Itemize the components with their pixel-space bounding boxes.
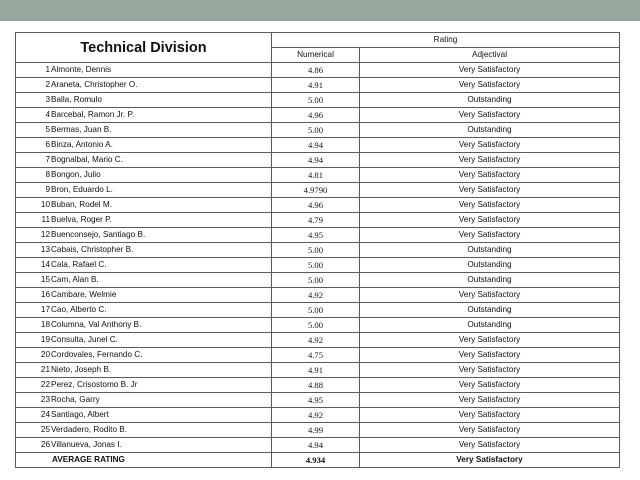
employee-cell [16,213,272,228]
employee-name: Cabais, Christopher B. [51,245,134,254]
row-number: 14 [40,260,50,269]
adjectival-rating: Very Satisfactory [360,78,620,93]
table-row [16,258,620,273]
numerical-rating: 5.00 [272,258,360,273]
row-number: 23 [40,395,50,404]
employee-cell [16,288,272,303]
numerical-rating: 5.00 [272,243,360,258]
employee-cell [16,363,272,378]
employee-name: Bognalbal, Mario C. [51,155,123,164]
row-number: 6 [45,140,50,149]
numerical-rating: 4.94 [272,438,360,453]
adjectival-rating: Very Satisfactory [360,63,620,78]
numerical-rating: 4.96 [272,198,360,213]
numerical-header: Numerical [272,48,360,63]
adjectival-header: Adjectival [360,48,620,63]
table-row [16,63,620,78]
table-row [16,243,620,258]
adjectival-rating: Very Satisfactory [360,138,620,153]
adjectival-rating: Very Satisfactory [360,333,620,348]
employee-cell [16,153,272,168]
row-number: 26 [40,440,50,449]
row-number: 18 [40,320,50,329]
numerical-rating: 4.94 [272,138,360,153]
employee-cell [16,423,272,438]
average-row [16,453,620,468]
employee-name: Cao, Alberto C. [51,305,107,314]
employee-name: Cambare, Welmie [51,290,117,299]
employee-name: Buelva, Roger P. [51,215,112,224]
adjectival-rating: Very Satisfactory [360,228,620,243]
row-number: 4 [45,110,50,119]
numerical-rating: 5.00 [272,123,360,138]
table-row [16,78,620,93]
employee-cell [16,228,272,243]
employee-cell [16,333,272,348]
employee-name: Consulta, Junel C. [51,335,118,344]
table-row [16,378,620,393]
adjectival-rating: Outstanding [360,273,620,288]
numerical-rating: 4.95 [272,393,360,408]
adjectival-rating: Very Satisfactory [360,183,620,198]
adjectival-rating: Outstanding [360,243,620,258]
table-row [16,198,620,213]
employee-cell [16,303,272,318]
numerical-rating: 4.9790 [272,183,360,198]
employee-name: Nieto, Joseph B. [51,365,112,374]
row-number: 10 [40,200,50,209]
employee-cell [16,138,272,153]
numerical-rating: 4.91 [272,363,360,378]
table-row [16,138,620,153]
table-row [16,288,620,303]
employee-cell [16,198,272,213]
employee-cell [16,393,272,408]
adjectival-rating: Very Satisfactory [360,348,620,363]
adjectival-rating: Outstanding [360,123,620,138]
row-number: 9 [45,185,50,194]
employee-cell [16,408,272,423]
numerical-rating: 4.75 [272,348,360,363]
numerical-rating: 5.00 [272,303,360,318]
employee-name: Barcebal, Ramon Jr. P. [51,110,135,119]
row-number: 20 [40,350,50,359]
adjectival-rating: Outstanding [360,303,620,318]
employee-name: Perez, Crisostomo B. Jr [51,380,138,389]
employee-name: Bongon, Julio [51,170,101,179]
row-number: 25 [40,425,50,434]
employee-cell [16,438,272,453]
table-row [16,168,620,183]
employee-cell [16,93,272,108]
table-body [16,63,620,468]
table-row [16,303,620,318]
row-number: 22 [40,380,50,389]
employee-name: Santiago, Albert [51,410,109,419]
employee-name: Araneta, Christopher O. [51,80,138,89]
adjectival-rating: Very Satisfactory [360,393,620,408]
adjectival-rating: Very Satisfactory [360,423,620,438]
employee-name: Buenconsejo, Santiago B. [51,230,146,239]
row-number: 17 [40,305,50,314]
row-number: 8 [45,170,50,179]
row-number: 16 [40,290,50,299]
employee-cell [16,243,272,258]
employee-cell [16,123,272,138]
numerical-rating: 4.92 [272,333,360,348]
employee-cell [16,183,272,198]
row-number: 2 [45,80,50,89]
numerical-rating: 4.92 [272,408,360,423]
employee-name: Balla, Romulo [51,95,102,104]
slide-top-band [0,0,640,21]
row-number: 1 [45,65,50,74]
table-row [16,123,620,138]
row-number: 7 [45,155,50,164]
row-number: 5 [45,125,50,134]
row-number: 21 [40,365,50,374]
employee-name: Verdadero, Rodito B. [51,425,128,434]
row-number: 24 [40,410,50,419]
row-number: 12 [40,230,50,239]
employee-cell [16,273,272,288]
numerical-rating: 4.92 [272,288,360,303]
adjectival-rating: Very Satisfactory [360,198,620,213]
employee-cell [16,63,272,78]
adjectival-rating: Very Satisfactory [360,168,620,183]
table-row [16,438,620,453]
adjectival-rating: Outstanding [360,93,620,108]
employee-name: Cordovales, Fernando C. [51,350,143,359]
table-row [16,108,620,123]
employee-cell [16,258,272,273]
numerical-rating: 4.96 [272,108,360,123]
row-number: 13 [40,245,50,254]
row-number: 15 [40,275,50,284]
employee-name: Cam, Alan B. [51,275,99,284]
table-row [16,93,620,108]
adjectival-rating: Very Satisfactory [360,288,620,303]
adjectival-rating: Very Satisfactory [360,108,620,123]
rating-table [15,32,620,468]
employee-cell [16,168,272,183]
numerical-rating: 4.79 [272,213,360,228]
adjectival-rating: Very Satisfactory [360,378,620,393]
average-adjectival: Very Satisfactory [360,453,620,468]
table-row [16,363,620,378]
employee-name: Binza, Antonio A. [51,140,113,149]
employee-name: Bron, Eduardo L. [51,185,113,194]
numerical-rating: 4.99 [272,423,360,438]
numerical-rating: 4.94 [272,153,360,168]
numerical-rating: 5.00 [272,93,360,108]
adjectival-rating: Very Satisfactory [360,213,620,228]
table-row [16,318,620,333]
employee-name: Bermas, Juan B. [51,125,112,134]
division-title: Technical Division [16,33,272,63]
employee-name: Cala, Rafael C. [51,260,107,269]
employee-name: Columna, Val Anthony B. [51,320,142,329]
rating-header: Rating [272,33,620,48]
numerical-rating: 4.81 [272,168,360,183]
numerical-rating: 5.00 [272,273,360,288]
table-row [16,408,620,423]
adjectival-rating: Very Satisfactory [360,408,620,423]
numerical-rating: 4.95 [272,228,360,243]
table-row [16,348,620,363]
adjectival-rating: Very Satisfactory [360,438,620,453]
table-row [16,213,620,228]
row-number: 3 [45,95,50,104]
row-number: 11 [41,215,50,224]
numerical-rating: 4.91 [272,78,360,93]
row-number: 19 [40,335,50,344]
adjectival-rating: Very Satisfactory [360,153,620,168]
employee-name: Villanueva, Jonas I. [51,440,122,449]
table-row [16,153,620,168]
employee-cell [16,378,272,393]
numerical-rating: 4.88 [272,378,360,393]
employee-cell [16,78,272,93]
table-row [16,393,620,408]
employee-cell [16,108,272,123]
table-row [16,228,620,243]
table-row [16,423,620,438]
numerical-rating: 5.00 [272,318,360,333]
employee-cell [16,348,272,363]
table-row [16,273,620,288]
table-row [16,333,620,348]
adjectival-rating: Very Satisfactory [360,363,620,378]
employee-name: Almonte, Dennis [51,65,112,74]
adjectival-rating: Outstanding [360,258,620,273]
adjectival-rating: Outstanding [360,318,620,333]
table-row [16,183,620,198]
employee-name: Rocha, Garry [51,395,100,404]
numerical-rating: 4.86 [272,63,360,78]
employee-name: Buban, Rodel M. [51,200,112,209]
average-label: AVERAGE RATING [16,453,272,468]
average-numerical: 4.934 [272,453,360,468]
employee-cell [16,318,272,333]
